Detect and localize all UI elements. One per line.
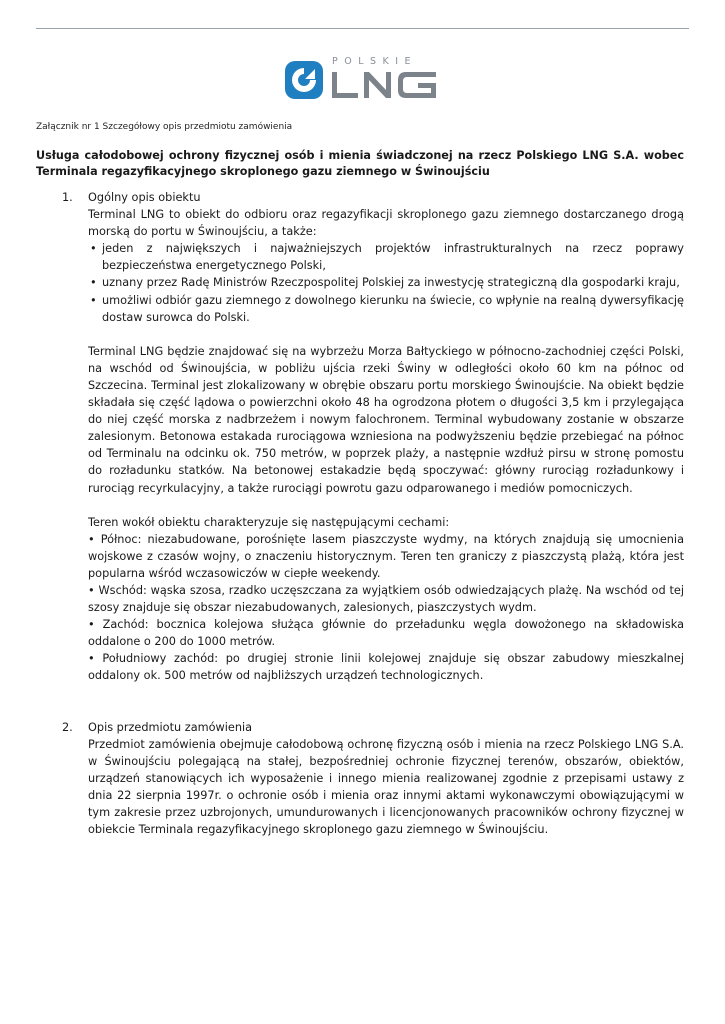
section-2-heading	[62, 719, 684, 736]
list-item-text: jeden z największych i najważniejszych projektów infrastrukturalnych na rzecz poprawy bezpieczeństwa energetycznego Polski,	[102, 242, 684, 273]
surroundings-west: • Zachód: bocznica kolejowa służąca głównie do przeładunku węgla dowożonego na składowiska oddalone o 200 do 1000 metrów.	[88, 618, 684, 649]
section-1-intro: Terminal LNG to obiekt do odbioru oraz regazyfikacji skroplonego gazu ziemnego dostarczanego drogą morską do portu w Świnoujściu, a także:	[88, 208, 684, 239]
surroundings-east: • Wschód: wąska szosa, rzadko uczęszczana za wyjątkiem osób odwiedzających plażę. Na wschód od tej szosy znajduje się obszar niezabudowanych, zalesionych, piaszczystych wydm.	[88, 583, 684, 615]
bullet-icon: •	[90, 242, 97, 256]
section-1-title: Ogólny opis obiektu	[88, 191, 201, 204]
surroundings-southwest: • Południowy zachód: po drugiej stronie linii kolejowej znajduje się obszar zabudowy mieszkalnej oddalony ok. 500 metrów od najbliższych urządzeń technologicznych.	[88, 652, 684, 683]
document-title: Usługa całodobowej ochrony fizycznej osób i mienia świadczonej na rzecz Polskiego LNG S.A. wobec Terminala regazyfikacyjnego skroplonego gazu ziemnego w Świnoujściu	[36, 149, 684, 178]
list-item	[88, 292, 684, 326]
list-item	[88, 240, 684, 274]
section-2-body	[62, 736, 684, 839]
list-item-text: umożliwi odbiór gazu ziemnego z dowolnego kierunku na świecie, co wpłynie na realną dywersyfikację dostaw surowca do Polski.	[102, 293, 684, 324]
section-2-paragraph: Przedmiot zamówienia obejmuje całodobową ochronę fizyczną osób i mienia na rzecz Polskiego LNG S.A. w Świnoujściu polegającą na stałej, bezpośredniej ochronie fizycznej terenów, obszarów, obiektów, urządzeń stanowiących ich wyposażenie i innego mienia realizowanej zgodnie z przepisami ustawy z dnia 22 sierpnia 1997r. o ochronie osób i mienia oraz innymi aktami wykonawczymi obowiązującymi w tym zakresie przez uzbrojonych, umundurowanych i licencjonowanych pracowników ochrony fizycznej w obiekcie Terminala regazyfikacyjnego skroplonego gazu ziemnego w Świnoujściu.	[88, 737, 684, 837]
bullet-icon: •	[90, 276, 97, 290]
list-item	[88, 274, 684, 291]
list-item-text: uznany przez Radę Ministrów Rzeczpospolitej Polskiej za inwestycję strategiczną dla gospodarki kraju,	[102, 276, 680, 290]
section-1-number: 1.	[62, 191, 73, 204]
header-rule	[36, 28, 689, 29]
lng-emblem-icon	[284, 60, 324, 100]
section-1-heading	[62, 189, 684, 206]
section-1-location-paragraph: Terminal LNG będzie znajdować się na wybrzeżu Morza Bałtyckiego w północno-zachodniej części Polski, na wschód od Świnoujścia, w pobliżu ujścia rzeki Świny w odległości około 60 km na północ od Szczecina. Terminal jest zlokalizowany w obrębie obszaru portu morskiego Świnoujście. Na obiekt będzie składała się część lądowa o powierzchni około 48 ha ogrodzona płotem o długości 3,5 km i przylegająca do niej część morska z nadbrzeżem i nowym falochronem. Terminal wybudowany zostanie w obszarze zalesionym. Betonowa estakada rurociągowa wzniesiona na podwyższeniu będzie przebiegać na północ od Terminalu na odcinku ok. 750 metrów, w poprzek plaży, a następnie wzdłuż pirsu w stronę pomostu do rozładunku statków. Na betonowej estakadzie będą spoczywać: główny rurociąg rozładunkowy i rurociąg recyrkulacyjny, a także rurociągi powrotu gazu odparowanego i mediów pomocniczych.	[88, 344, 684, 495]
section-1-body	[62, 206, 684, 684]
section-1-surroundings-intro: Teren wokół obiektu charakteryzuje się następującymi cechami:	[88, 515, 450, 529]
bullet-icon: •	[90, 293, 97, 307]
attachment-label: Załącznik nr 1 Szczegółowy opis przedmiotu zamówienia	[36, 122, 293, 132]
logo-polskie-text: POLSKIE	[332, 56, 418, 67]
section-2-title: Opis przedmiotu zamówienia	[88, 720, 253, 734]
section-2-number: 2.	[62, 720, 73, 734]
logo-lng-wordmark	[328, 70, 442, 100]
document-body	[62, 189, 684, 838]
surroundings-north: • Północ: niezabudowane, porośnięte lasem piaszczyste wydmy, na których znajdują się umocnienia wojskowe z czasów wojny, o znaczeniu historycznym. Teren ten graniczy z piaszczystą plażą, która jest popularna wśród wczasowiczów w ciepłe weekendy.	[88, 532, 684, 580]
polskie-lng-logo	[284, 58, 444, 100]
